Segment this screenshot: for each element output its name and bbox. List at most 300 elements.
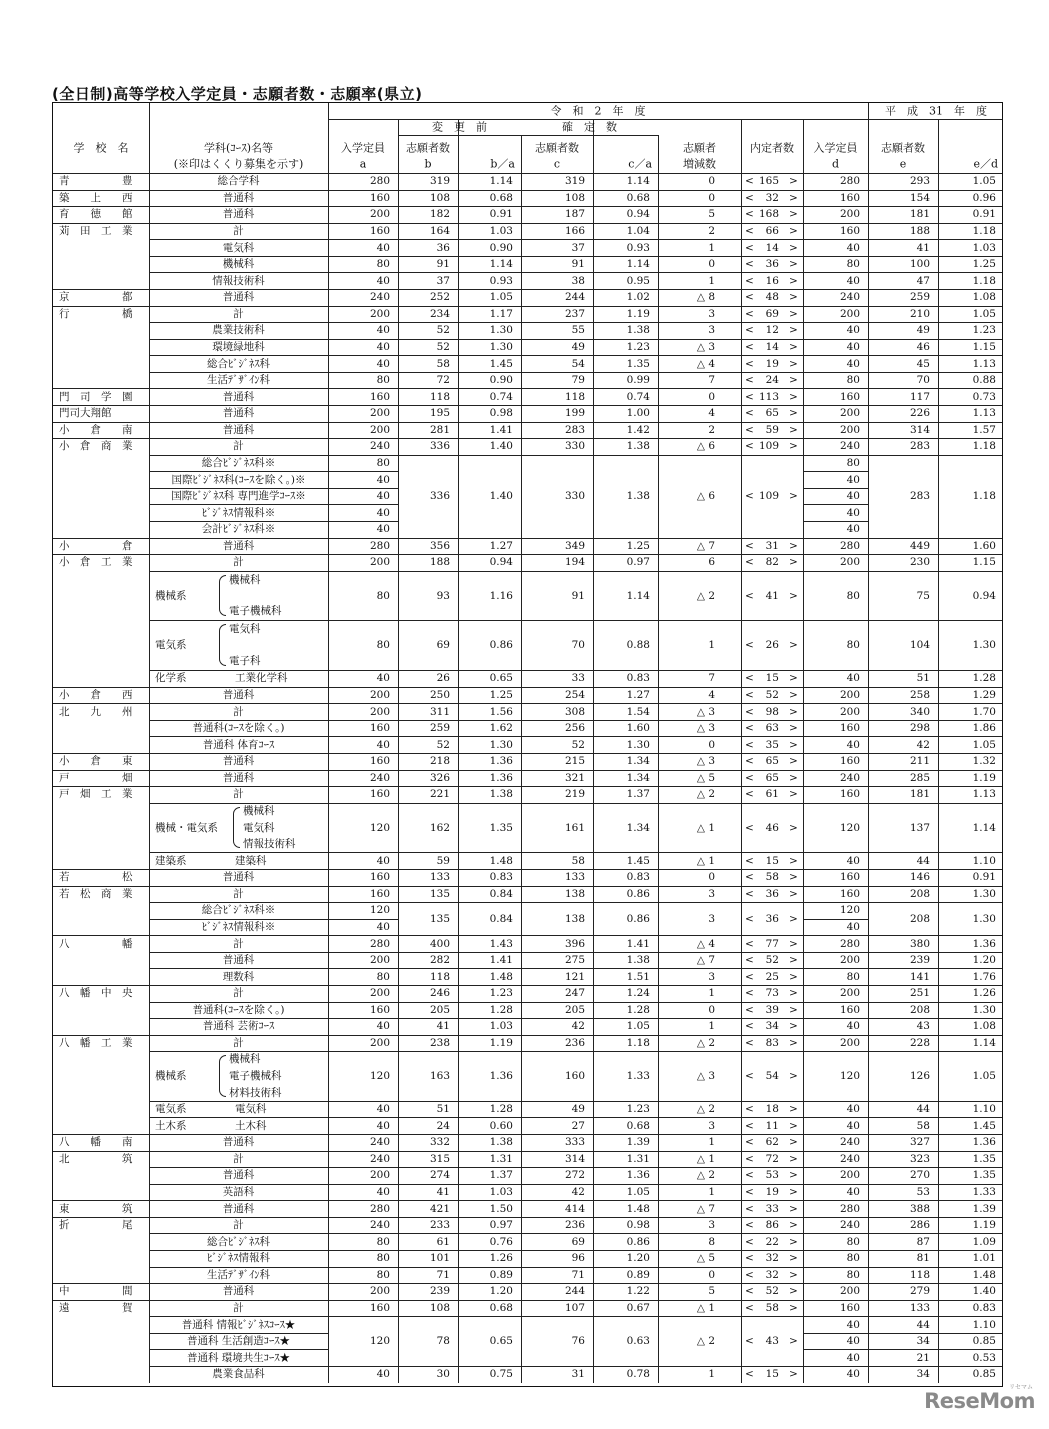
cell-a: 120 [369,821,390,834]
cell-ca: 0.98 [626,1218,650,1231]
cell-ed: 1.57 [972,423,996,436]
diff-value: △ 5 [696,1252,715,1265]
cell-b: 274 [429,1169,450,1182]
cell-a: 200 [369,208,390,221]
naitei-value: 19 [765,1185,779,1198]
header-teiin-d: 入学定員 [813,141,858,155]
bracket-right: > [789,1169,798,1182]
course-name: 普通科 [222,208,255,221]
cell-ca: 0.68 [626,191,650,204]
cell-a: 40 [376,920,390,933]
cell-ed: 1.13 [972,788,996,801]
bracket-left: < [745,1218,754,1231]
bracket-right: > [789,887,798,900]
cell-ed: 1.18 [972,274,996,287]
row-divider [149,620,1003,621]
course-name: 生活ﾃﾞｻﾞｲﾝ科 [207,373,270,386]
diff-value: 3 [708,970,715,983]
cell-ca: 0.88 [626,638,650,651]
cell-a: 240 [369,440,390,453]
course-name: 普通科 生活創造ｺｰｽ★ [186,1334,291,1347]
header-divider [658,135,659,173]
cell-a: 40 [376,523,390,535]
cell-e: 270 [909,1169,930,1182]
course-name: 工業化学科 [235,672,288,685]
subtotal-label: 計 [233,224,244,237]
bracket-right: > [789,738,798,751]
cell-e: 141 [909,970,930,983]
naitei-value: 15 [765,854,779,867]
naitei-value: 61 [765,788,779,801]
diff-value: △ 7 [696,539,715,552]
cell-ca: 1.34 [626,754,650,767]
diff-value: 4 [708,688,715,701]
cell-ba: 1.43 [489,937,513,950]
bracket-left: < [745,1169,754,1182]
naitei-value: 59 [765,423,779,436]
course-name: 建築科 [235,854,267,867]
cell-a: 200 [369,556,390,569]
cell-ba: 1.14 [489,257,513,270]
cell-ed: 1.32 [972,754,996,767]
cell-e: 44 [916,1318,930,1331]
row-divider [149,1333,328,1334]
cell-ed: 1.60 [972,539,996,552]
bracket-right: > [789,1102,798,1115]
school-name: 京 都 [59,291,133,304]
cell-ca: 1.39 [626,1136,650,1149]
bracket-right: > [789,937,798,950]
cell-b: 281 [429,423,450,436]
cell-a: 120 [369,904,390,917]
cell-c: 160 [564,1069,585,1082]
school-name: 青 豊 [59,175,133,188]
cell-d: 200 [839,705,860,718]
row-divider [149,471,328,472]
cell-d: 200 [839,1285,860,1298]
cell-b: 421 [429,1202,450,1215]
diff-value: △ 1 [696,854,715,867]
cell-ed: 1.36 [972,1136,996,1149]
cell-d: 40 [846,1119,860,1132]
cell-e: 239 [909,953,930,966]
header-divider [803,119,804,173]
row-divider [149,272,1003,273]
naitei-value: 11 [765,1119,779,1132]
cell-d: 160 [839,887,860,900]
school-name: 若 松 [59,870,133,883]
cell-ed: 1.86 [972,721,996,734]
cell-d: 40 [846,1185,860,1198]
cell-e: 251 [909,986,930,999]
cell-b: 108 [429,191,450,204]
cell-c: 31 [571,1368,585,1381]
cell-e: 75 [916,589,930,602]
cell-c: 121 [564,970,585,983]
naitei-value: 109 [758,440,779,453]
cell-ed: 1.20 [972,953,996,966]
row-divider [149,902,1003,903]
bracket-right: > [789,1218,798,1231]
cell-ed: 1.30 [972,887,996,900]
cell-ed: 1.35 [972,1152,996,1165]
naitei-value: 113 [758,390,779,403]
cell-ed: 1.14 [972,821,996,834]
cell-ed: 1.30 [972,912,996,925]
row-divider [149,372,1003,373]
cell-c: 52 [571,738,585,751]
bracket-right: > [789,1235,798,1248]
cell-a: 200 [369,1036,390,1049]
cell-e: 104 [909,638,930,651]
cell-e: 70 [916,373,930,386]
cell-c: 55 [571,324,585,337]
page-title: (全日制)高等学校入学定員・志願者数・志願率(県立) [52,85,423,103]
row-divider [149,919,328,920]
cell-a: 160 [369,390,390,403]
course-name: 普通科(ｺｰｽを除く。) [192,721,285,734]
row-divider [938,1333,1003,1334]
diff-value: △ 3 [696,340,715,353]
cell-c: 71 [571,1268,585,1281]
cell-b: 118 [429,970,450,983]
cell-b: 163 [429,1069,450,1082]
cell-b: 332 [429,1136,450,1149]
naitei-value: 52 [765,1285,779,1298]
bracket-left: < [745,539,754,552]
row-divider [149,1051,1003,1052]
cell-ba: 1.36 [489,754,513,767]
bracket-right: > [789,1036,798,1049]
cell-b: 108 [429,1301,450,1314]
cell-ba: 1.41 [489,423,513,436]
course-name: 普通科 [222,1202,255,1215]
bracket-right: > [789,788,798,801]
header-divider [149,103,150,173]
cell-ba: 1.48 [489,970,513,983]
cell-ba: 0.91 [489,208,513,221]
cell-ca: 1.14 [626,257,650,270]
bracket-left: < [745,821,754,834]
cell-d: 280 [839,1202,860,1215]
cell-ed: 1.13 [972,407,996,419]
cell-d: 40 [846,672,860,685]
row-divider [53,422,1003,423]
cell-b: 239 [429,1285,450,1298]
cell-a: 160 [369,754,390,767]
cell-b: 234 [429,307,450,320]
row-divider [149,239,1003,240]
subtotal-label: 計 [233,937,244,950]
cell-ed: 1.30 [972,1003,996,1016]
row-divider [149,1349,328,1350]
diff-value: 3 [708,1119,715,1132]
cell-b: 250 [429,688,450,701]
cell-b: 188 [429,556,450,569]
course-name: 普通科 芸術ｺｰｽ [202,1020,275,1033]
header-divider [328,119,1003,120]
diff-value: 0 [708,257,715,270]
subtotal-label: 計 [233,307,244,320]
cell-b: 233 [429,1218,450,1231]
cell-ba: 1.03 [489,224,513,237]
cell-ed: 0.83 [972,1301,996,1314]
cell-ca: 0.83 [626,672,650,685]
cell-e: 34 [916,1368,930,1381]
cell-ba: 1.35 [489,821,513,834]
diff-value: 3 [708,1218,715,1231]
naitei-value: 15 [765,672,779,685]
course-name: 普通科 [222,191,255,204]
cell-a: 80 [376,257,390,270]
bracket-left: < [745,937,754,950]
subtotal-label: 計 [233,556,244,569]
cell-d: 160 [839,191,860,204]
school-name: 小 倉 南 [59,423,133,436]
cell-e: 137 [909,821,930,834]
naitei-value: 18 [765,1102,779,1115]
cell-c: 219 [564,788,585,801]
cell-ed: 0.88 [972,373,996,386]
cell-ed: 1.26 [972,986,996,999]
cell-b: 259 [429,721,450,734]
cell-e: 154 [909,191,930,204]
cell-d: 200 [839,986,860,999]
cell-c: 247 [564,986,585,999]
cell-d: 80 [846,638,860,651]
cell-c: 244 [564,1285,585,1298]
row-divider [803,919,868,920]
course-name: 普通科 [222,1169,255,1182]
header-divider [53,173,1003,174]
bracket-right: > [789,489,798,502]
header-zougen-2: 増減数 [683,157,716,171]
cell-ba: 0.98 [489,407,513,419]
course-name: 普通科 [222,870,255,883]
bracket-left: < [745,1136,754,1149]
cell-ba: 1.50 [489,1202,513,1215]
cell-a: 160 [369,191,390,204]
diff-value: 2 [708,423,715,436]
row-divider [53,1300,1003,1301]
cell-b: 52 [436,340,450,353]
bracket-left: < [745,291,754,304]
bracket-left: < [745,390,754,403]
row-divider [803,1349,868,1350]
bracket-left: < [745,754,754,767]
cell-d: 200 [839,208,860,221]
cell-a: 240 [369,1136,390,1149]
school-name: 苅 田 工 業 [59,224,133,237]
cell-ed: 1.30 [972,638,996,651]
bracket-left: < [745,191,754,204]
cell-d: 40 [846,473,860,486]
header-c: c [553,157,561,171]
cell-c: 199 [564,407,585,419]
bracket-right: > [789,307,798,320]
row-divider [149,1002,1003,1003]
cell-ba: 1.36 [489,771,513,784]
cell-ba: 1.25 [489,688,513,701]
naitei-value: 168 [758,208,779,221]
row-divider [938,1349,1003,1350]
cell-ba: 1.03 [489,1185,513,1198]
naitei-value: 22 [765,1235,779,1248]
cell-ba: 0.74 [489,390,513,403]
cell-c: 166 [564,224,585,237]
cell-ba: 0.68 [489,191,513,204]
course-name: 総合学科 [217,175,260,188]
course-name: 普通科 [222,771,255,784]
cell-c: 237 [564,307,585,320]
cell-a: 40 [376,854,390,867]
cell-ca: 1.54 [626,705,650,718]
cell-c: 49 [571,340,585,353]
cell-a: 200 [369,953,390,966]
cell-ed: 1.28 [972,672,996,685]
cell-b: 133 [429,870,450,883]
naitei-value: 54 [765,1069,779,1082]
cell-c: 76 [571,1334,585,1347]
cell-ca: 1.23 [626,340,650,353]
diff-value: △ 1 [696,1152,715,1165]
bracket-left: < [745,224,754,237]
naitei-value: 35 [765,738,779,751]
row-divider [149,339,1003,340]
cell-d: 40 [846,357,860,370]
cell-e: 181 [909,788,930,801]
cell-d: 120 [839,904,860,917]
cell-ba: 0.76 [489,1235,513,1248]
diff-value: △ 1 [696,821,715,834]
cell-ba: 1.48 [489,854,513,867]
cell-a: 200 [369,407,390,419]
header-shigansha-e: 志願者数 [881,141,925,155]
cell-ba: 0.84 [489,887,513,900]
cell-ba: 1.36 [489,1069,513,1082]
cell-ba: 1.17 [489,307,513,320]
subtotal-label: 計 [233,1036,244,1049]
naitei-value: 69 [765,307,779,320]
cell-ca: 0.89 [626,1268,650,1281]
cell-ba: 1.30 [489,340,513,353]
naitei-value: 65 [765,771,779,784]
bracket-left: < [745,953,754,966]
header-naitei: 内定者数 [750,141,794,155]
cell-ca: 0.74 [626,390,650,403]
cell-a: 200 [369,1285,390,1298]
cell-e: 211 [909,754,930,767]
bracket-right: > [789,1003,798,1016]
cell-ed: 1.05 [972,738,996,751]
cell-e: 380 [909,937,930,950]
naitei-value: 33 [765,1202,779,1215]
cell-b: 72 [436,373,450,386]
bracket-left: < [745,340,754,353]
bracket-left: < [745,705,754,718]
diff-value: 0 [708,1268,715,1281]
school-name: 門 司 学 園 [59,390,133,403]
bracket-left: < [745,1285,754,1298]
course-name: 総合ﾋﾞｼﾞﾈｽ科 [207,357,270,370]
bracket-left: < [745,1020,754,1033]
cell-ba: 0.89 [489,1268,513,1281]
cell-a: 160 [369,1003,390,1016]
bracket-left: < [745,738,754,751]
row-divider [53,190,1003,191]
cell-ed: 1.33 [972,1185,996,1198]
cell-ed: 1.76 [972,970,996,983]
header-ca: c／a [628,157,652,171]
cell-d: 280 [839,937,860,950]
bracket-right: > [789,953,798,966]
bracket-left: < [745,1003,754,1016]
bracket-right: > [789,373,798,386]
bracket-right: > [789,970,798,983]
row-divider [328,488,398,489]
bracket-left: < [745,1301,754,1314]
naitei-value: 98 [765,705,779,718]
row-divider [149,968,1003,969]
cell-d: 40 [846,1334,860,1347]
course-name: 環境緑地科 [212,340,265,353]
row-divider [149,1366,1003,1367]
row-divider [149,256,1003,257]
bracket-left: < [745,788,754,801]
header-ba: b／a [490,157,515,171]
cell-d: 200 [839,1036,860,1049]
cell-ed: 1.29 [972,688,996,701]
cell-c: 321 [564,771,585,784]
cell-ed: 1.03 [972,241,996,254]
row-divider [149,803,1003,804]
bracket-right: > [789,589,798,602]
brand-logo-text: ReseMom [924,1389,1035,1413]
cell-a: 40 [376,738,390,751]
cell-ba: 1.40 [489,440,513,453]
cell-d: 80 [846,1235,860,1248]
header-course: 学科(ｺｰｽ)名等 [203,141,274,155]
row-divider [803,521,868,522]
cell-a: 240 [369,291,390,304]
cell-e: 58 [916,1119,930,1132]
school-name: 小 倉 西 [59,688,133,701]
cell-e: 283 [909,440,930,453]
cell-ca: 1.05 [626,1020,650,1033]
naitei-value: 36 [765,912,779,925]
cell-ca: 1.34 [626,771,650,784]
course-name: 電気科 [243,821,275,834]
cell-a: 160 [369,721,390,734]
header-divider [938,119,939,173]
school-name: 八 幡 中 央 [59,986,133,999]
cell-ed: 1.40 [972,1285,996,1298]
cell-b: 26 [436,672,450,685]
naitei-value: 82 [765,556,779,569]
cell-c: 330 [564,489,585,502]
course-name: 農業技術科 [212,324,265,337]
cell-b: 311 [429,705,450,718]
naitei-value: 43 [765,1334,779,1347]
diff-value: △ 5 [696,771,715,784]
course-name: 土木科 [235,1119,267,1132]
course-name: 普通科 [222,291,255,304]
cell-e: 43 [916,1020,930,1033]
row-divider [53,1035,1003,1036]
school-name: 八 幡 南 [59,1136,133,1149]
row-divider [149,1267,1003,1268]
cell-b: 221 [429,788,450,801]
